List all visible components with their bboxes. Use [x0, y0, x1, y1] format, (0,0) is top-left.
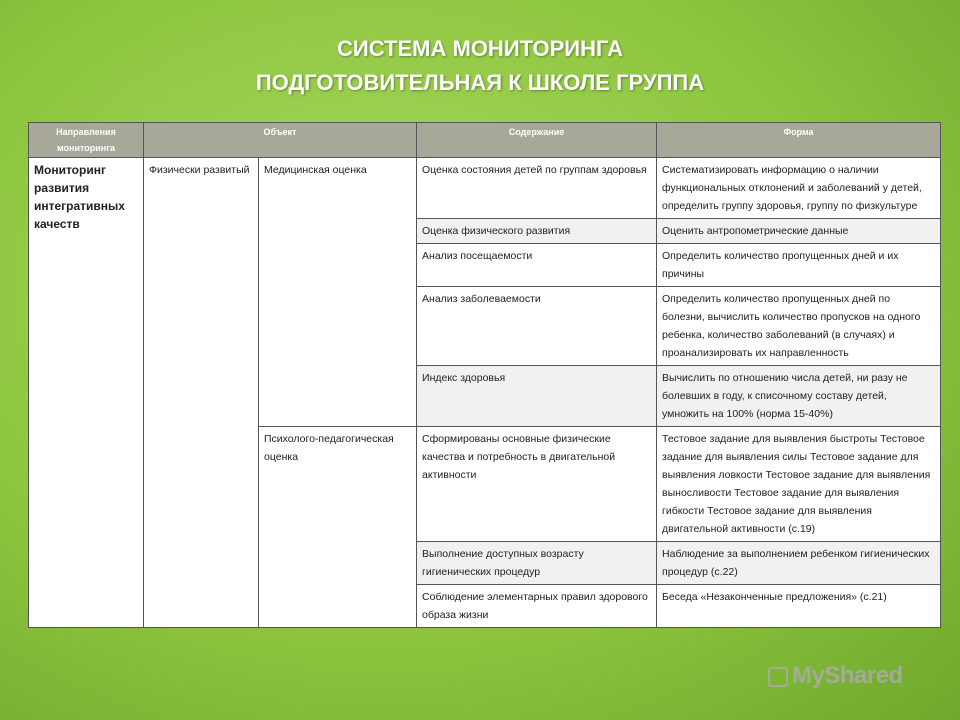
- sub-object-psych: Психолого-педагогическая оценка: [259, 427, 417, 628]
- header-form: Форма: [657, 123, 941, 158]
- table-header-row: [29, 123, 941, 158]
- content-cell: Выполнение доступных возрасту гигиенических процедур: [417, 542, 657, 585]
- header-direction: Направления мониторинга: [29, 123, 144, 158]
- object-main-cell: Физически развитый: [144, 158, 259, 628]
- header-content: Содержание: [417, 123, 657, 158]
- content-cell: Оценка состояния детей по группам здоровья: [417, 158, 657, 219]
- content-cell: Сформированы основные физические качества и потребность в двигательной активности: [417, 427, 657, 542]
- content-cell: Анализ заболеваемости: [417, 287, 657, 366]
- watermark-text: MyShared: [792, 662, 903, 689]
- monitoring-table: [28, 122, 941, 628]
- form-cell: Беседа «Незаконченные предложения» (с.21): [657, 585, 941, 628]
- form-cell: Определить количество пропущенных дней и их причины: [657, 244, 941, 287]
- form-cell: Тестовое задание для выявления быстроты Тестовое задание для выявления силы Тестовое задание для выявления ловкости Тестовое задание для выявления выносливости Тестовое задание для выявления гибкости Тестовое задание для выявления двигательной активности (с.19): [657, 427, 941, 542]
- header-object: Объект: [144, 123, 417, 158]
- title-line-1: СИСТЕМА МОНИТОРИНГА: [337, 36, 623, 61]
- title-line-2: ПОДГОТОВИТЕЛЬНАЯ К ШКОЛЕ ГРУППА: [255, 70, 705, 95]
- form-cell: Определить количество пропущенных дней по болезни, вычислить количество пропусков на одного ребенка, количество заболеваний (в случаях) и проанализировать их направленность: [657, 287, 941, 366]
- table-row: [29, 158, 941, 219]
- sub-object-medical: Медицинская оценка: [259, 158, 417, 427]
- direction-cell: Мониторинг развития интегративных качеств: [29, 158, 144, 628]
- form-cell: Оценить антропометрические данные: [657, 219, 941, 244]
- form-cell: Наблюдение за выполнением ребенком гигиенических процедур (с.22): [657, 542, 941, 585]
- myshared-logo-icon: [768, 667, 788, 687]
- content-cell: Соблюдение элементарных правил здорового образа жизни: [417, 585, 657, 628]
- content-cell: Анализ посещаемости: [417, 244, 657, 287]
- content-cell: Оценка физического развития: [417, 219, 657, 244]
- form-cell: Вычислить по отношению числа детей, ни разу не болевших в году, к списочному составу детей, умножить на 100% (норма 15-40%): [657, 366, 941, 427]
- watermark: [768, 662, 903, 690]
- content-cell: Индекс здоровья: [417, 366, 657, 427]
- slide-title: [0, 32, 960, 100]
- form-cell: Систематизировать информацию о наличии функциональных отклонений и заболеваний у детей, определить группу здоровья, группу по физкультуре: [657, 158, 941, 219]
